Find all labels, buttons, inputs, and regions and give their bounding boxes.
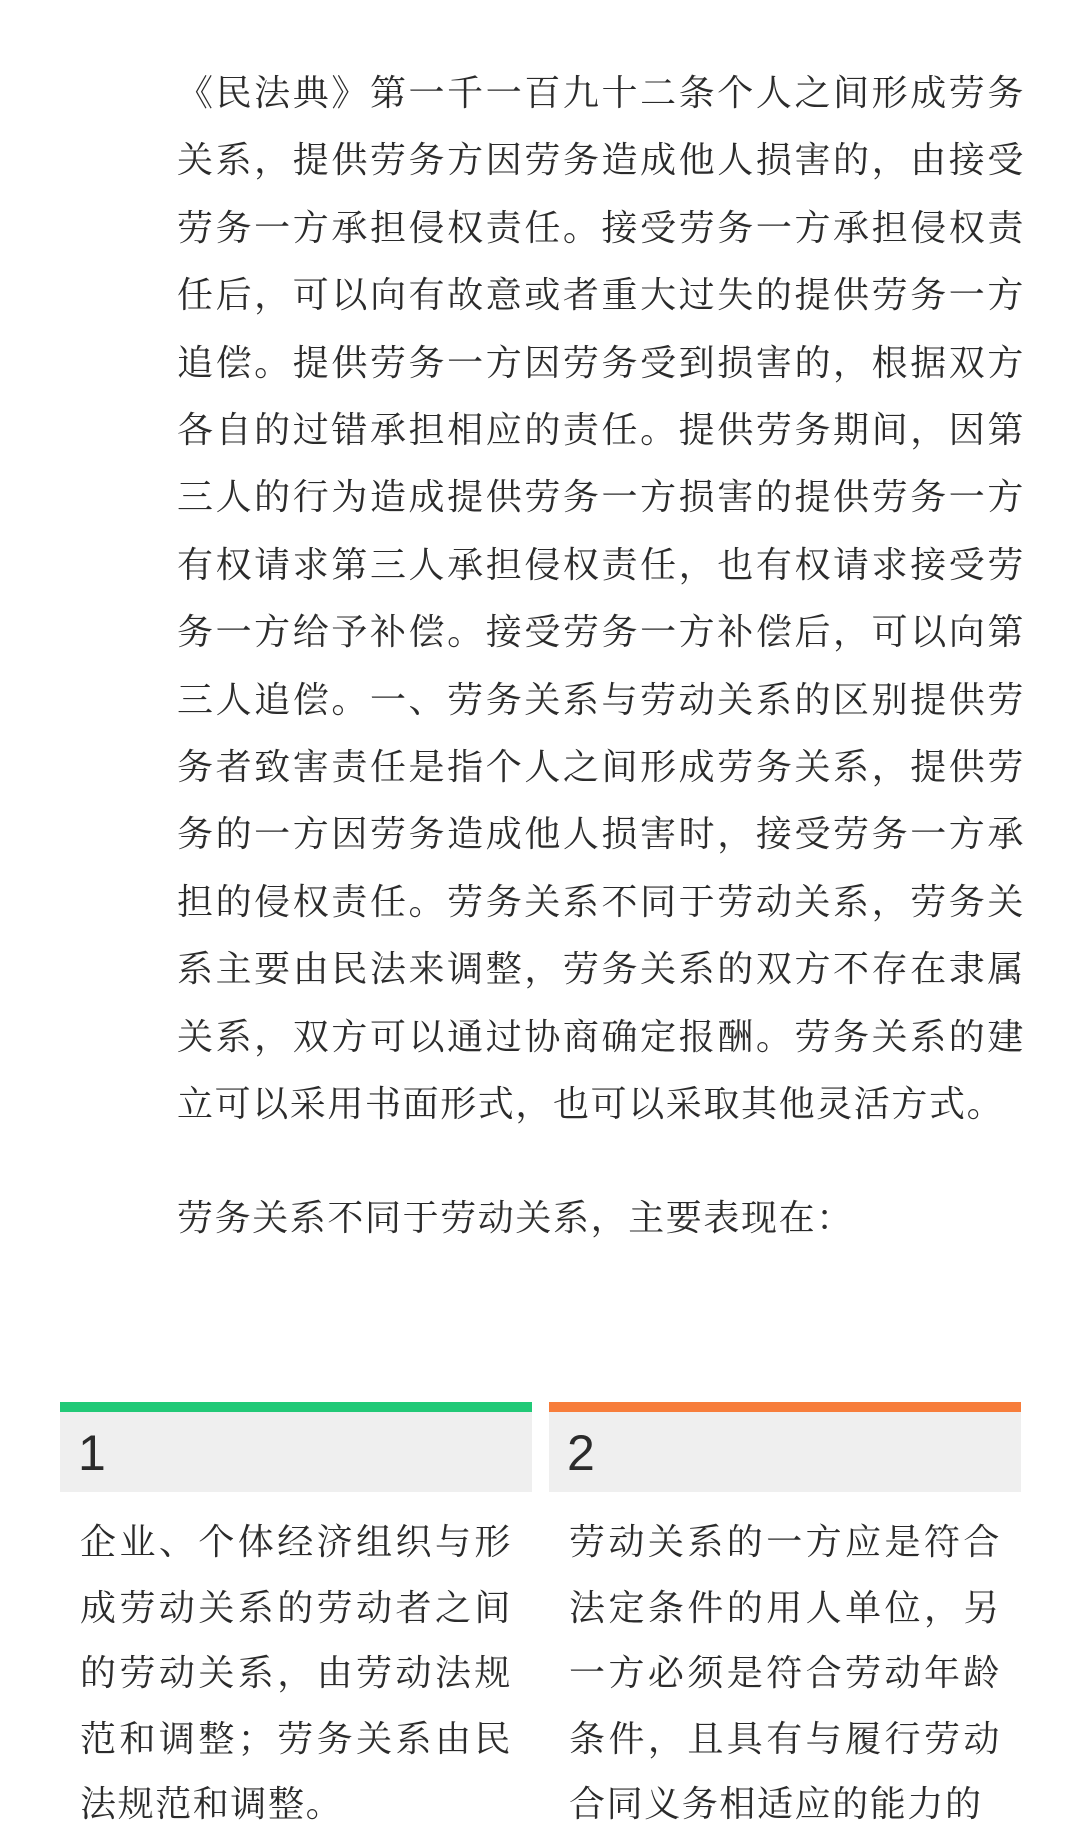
- comparison-cards: [60, 1402, 1020, 1825]
- comparison-card: [60, 1402, 532, 1825]
- card-header: [549, 1412, 1021, 1492]
- card-text: 劳动关系的一方应是符合法定条件的用人单位，另一方必须是符合劳动年龄条件，且具有与履行劳动合同义务相适应的能力的: [569, 1522, 1001, 1825]
- card-accent-bar: [60, 1402, 532, 1412]
- card-accent-bar: [549, 1402, 1021, 1412]
- comparison-card: [549, 1402, 1021, 1825]
- card-text: 企业、个体经济组织与形成劳动关系的劳动者之间的劳动关系，由劳动法规范和调整；劳务关系由民法规范和调整。: [80, 1522, 512, 1825]
- card-header: [60, 1412, 532, 1492]
- card-number: 2: [567, 1425, 595, 1481]
- article-body: [177, 60, 1025, 1252]
- article-paragraph-intro: 劳务关系不同于劳动关系，主要表现在：: [177, 1198, 854, 1239]
- card-number: 1: [78, 1425, 106, 1481]
- article-paragraph: 《民法典》第一千一百九十二条个人之间形成劳务关系，提供劳务方因劳务造成他人损害的，由接受劳务一方承担侵权责任。接受劳务一方承担侵权责任后，可以向有故意或者重大过失的提供劳务一方追偿。提供劳务一方因劳务受到损害的，根据双方各自的过错承担相应的责任。提供劳务期间，因第三人的行为造成提供劳务一方损害的提供劳务一方有权请求第三人承担侵权责任，也有权请求接受劳务一方给予补偿。接受劳务一方补偿后，可以向第三人追偿。一、劳务关系与劳动关系的区别提供劳务者致害责任是指个人之间形成劳务关系，提供劳务的一方因劳务造成他人损害时，接受劳务一方承担的侵权责任。劳务关系不同于劳动关系，劳务关系主要由民法来调整，劳务关系的双方不存在隶属关系，双方可以通过协商确定报酬。劳务关系的建立可以采用书面形式，也可以采取其他灵活方式。: [177, 73, 1025, 1126]
